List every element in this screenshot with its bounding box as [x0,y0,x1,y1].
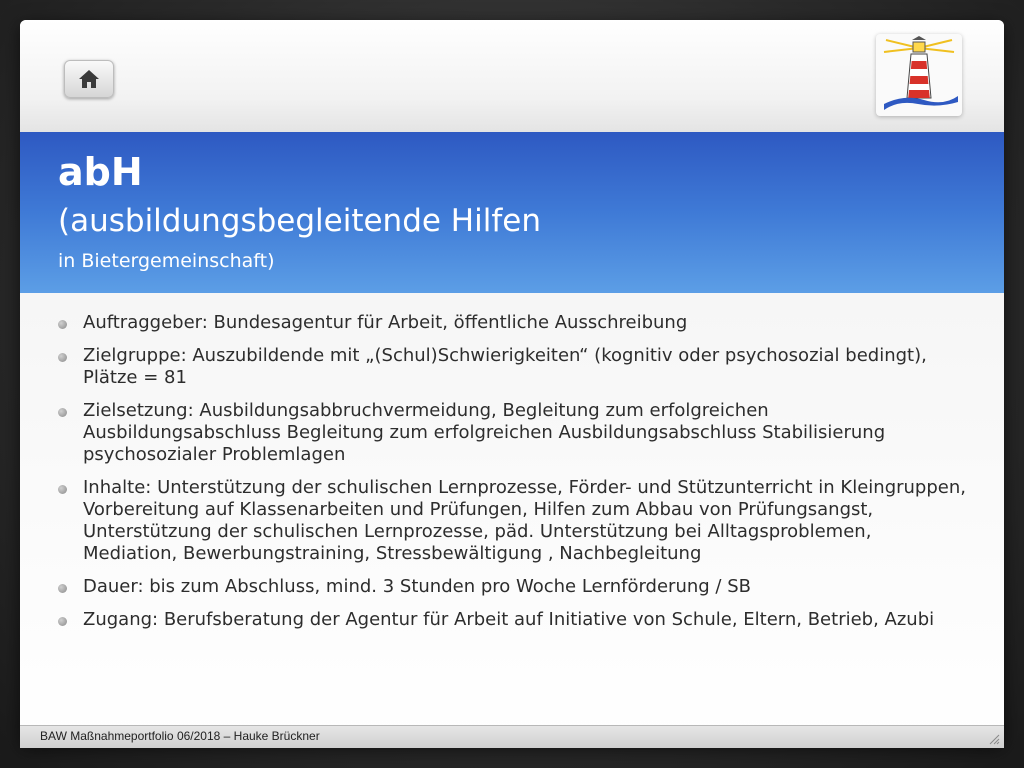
bullet-item-zielsetzung [58,400,968,466]
bullet-item-inhalte [58,477,968,565]
bullet-item-zielgruppe [58,345,968,389]
slide-subtitle-secondary: in Bietergemeinschaft) [58,250,275,272]
bullet-text: Dauer: bis zum Abschluss, mind. 3 Stunden pro Woche Lernförderung / SB [83,576,751,597]
bullet-text: Zielsetzung: Ausbildungsabbruchvermeidung, Begleitung zum erfolgreichen Ausbildungsabschluss Begleitung zum erfolgreichen Ausbildungsabschluss Stabilisierung psychosozialer Problemlagen [83,400,886,465]
bullet-icon [58,584,67,593]
slide-content [20,293,1004,745]
bullet-text: Zugang: Berufsberatung der Agentur für Arbeit auf Initiative von Schule, Eltern, Betrieb, Azubi [83,609,935,630]
footer-text: BAW Maßnahmeportfolio 06/2018 – Hauke Brückner [40,729,320,743]
bullet-icon [58,617,67,626]
bullet-item-auftraggeber [58,312,968,334]
lighthouse-icon [876,34,962,116]
slide-subtitle: (ausbildungsbegleitende Hilfen [58,203,541,239]
slide-title: abH [58,150,143,194]
bullet-text: Inhalte: Unterstützung der schulischen Lernprozesse, Förder- und Stützunterricht in Kleingruppen, Vorbereitung auf Klassenarbeiten und Prüfungen, Hilfen zum Abbau von Prüfungsangst, Unterstützung der schulischen Lernprozesse, päd. Unterstützung bei Alltagsproblemen, Mediation, Bewerbungstraining, Stressbewältigung , Nachbegleitung [83,477,966,564]
lighthouse-logo [876,34,962,116]
resize-grip-icon[interactable] [988,733,1000,745]
home-button[interactable] [64,60,114,98]
bullet-icon [58,320,67,329]
bullet-icon [58,353,67,362]
bullet-list [58,312,968,642]
slide [20,20,1004,745]
footer-bar [20,725,1004,748]
bullet-icon [58,485,67,494]
bullet-item-zugang [58,609,968,631]
home-icon [78,69,100,89]
bullet-icon [58,408,67,417]
title-band [20,132,1004,293]
bullet-text: Zielgruppe: Auszubildende mit „(Schul)Schwierigkeiten“ (kognitiv oder psychosozial bedingt), Plätze = 81 [83,345,927,388]
bullet-text: Auftraggeber: Bundesagentur für Arbeit, öffentliche Ausschreibung [83,312,688,333]
bullet-item-dauer [58,576,968,598]
slide-header-band [20,20,1004,132]
